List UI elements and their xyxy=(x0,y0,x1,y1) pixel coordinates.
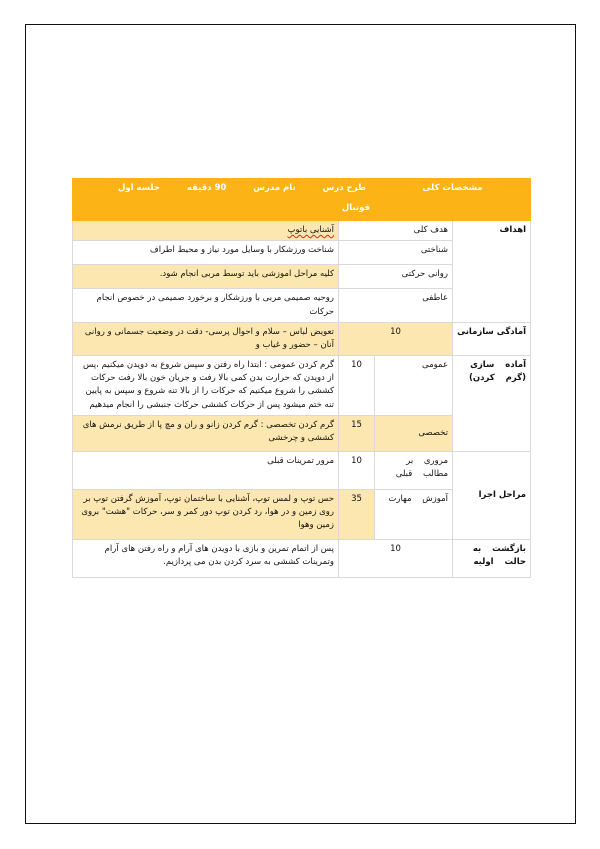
warmup-general-row xyxy=(73,356,531,416)
warmup-specific-minutes: 15 xyxy=(339,415,375,451)
return-label: بازگشت به حالت اولیه xyxy=(453,539,531,577)
return-minutes: 10 xyxy=(339,539,453,577)
duration-label: 90 دقیقه xyxy=(186,183,227,193)
org-readiness-row xyxy=(73,322,531,355)
affective-text: روحیه صمیمی مربی با ورزشکار و برخورد صمیمی در خصوص انجام حرکات xyxy=(73,289,339,322)
warmup-general-label: عمومی xyxy=(375,356,453,416)
review-minutes: 10 xyxy=(339,451,375,489)
header-row xyxy=(73,179,531,199)
teaching-label: آموزش مهارت xyxy=(375,489,453,539)
goals-label: اهداف xyxy=(453,221,531,323)
affective-label: عاطفی xyxy=(339,289,453,322)
warmup-specific-text: گرم کردن تخصصی : گرم کردن زانو و ران و مچ پا از طریق نرمش های کششی و چرخشی xyxy=(73,415,339,451)
return-text: پس از اتمام تمرین و بازی با دویدن های آرام و راه رفتن های آرام وتمرینات کششی به سرد کردن بدن می پردازیم. xyxy=(73,539,339,577)
teaching-minutes: 35 xyxy=(339,489,375,539)
execution-label: مراحل اجرا xyxy=(453,451,531,539)
subject-row xyxy=(73,199,531,221)
org-readiness-minutes: 10 xyxy=(339,322,453,355)
overall-goal-label: هدف کلی xyxy=(339,221,453,241)
org-readiness-label: آمادگی سازمانی xyxy=(453,322,531,355)
cognitive-text: شناخت ورزشکار با وسایل مورد نیاز و محیط اطراف xyxy=(73,241,339,265)
subject-label: فوتبال xyxy=(73,199,375,221)
warmup-general-minutes: 10 xyxy=(339,356,375,416)
overall-goal-text: آشنایی باتوپ xyxy=(73,221,339,241)
header-info xyxy=(73,179,375,199)
warmup-specific-label: تخصصی xyxy=(375,415,453,451)
psychomotor-text: کلیه مراحل اموزشی باید توسط مربی انجام شود. xyxy=(73,265,339,289)
return-row xyxy=(73,539,531,577)
lesson-plan-label: طرح درس xyxy=(322,183,367,193)
org-readiness-text: تعویض لباس – سلام و احوال پرسی- دقت در وضعیت جسمانی و روانی آنان – حضور و غیاب و xyxy=(73,322,339,355)
warmup-label: آماده سازی (گرم کردن) xyxy=(453,356,531,452)
goals-overall-row xyxy=(73,221,531,241)
warmup-general-text: گرم کردن عمومی : ابتدا راه رفتن و سپس شروع به دویدن میکنیم ،پس از دویدن که حرارت بدن کمی بالا رفت و جریان خون بالا رفت حرکات کششی را شروع میکنیم که حرکات را از بالا تنه شروع و سپس به پایین تنه ختم میشود پس از حرکات کششی حرکات جنبشی را انجام میدهیم xyxy=(73,356,339,416)
review-text: مرور تمرینات قبلی xyxy=(73,451,339,489)
general-specs-title: مشخصات کلی xyxy=(375,179,531,199)
session-label: جلسه اول xyxy=(117,183,160,193)
execution-review-row xyxy=(73,451,531,489)
cognitive-label: شناختی xyxy=(339,241,453,265)
lesson-plan-table xyxy=(72,178,531,578)
teacher-name-label: نام مدرس xyxy=(253,183,296,193)
teaching-text: حس توپ و لمس توپ، آشنایی با ساختمان توپ، آموزش گرفتن توپ بر روی زمین و در هوا، رد کردن توپ دور کمر و سر، حرکات "هشت" بروی زمین وهوا xyxy=(73,489,339,539)
psychomotor-label: روانی حرکتی xyxy=(339,265,453,289)
review-label: مروری بر مطالب قبلی xyxy=(375,451,453,489)
